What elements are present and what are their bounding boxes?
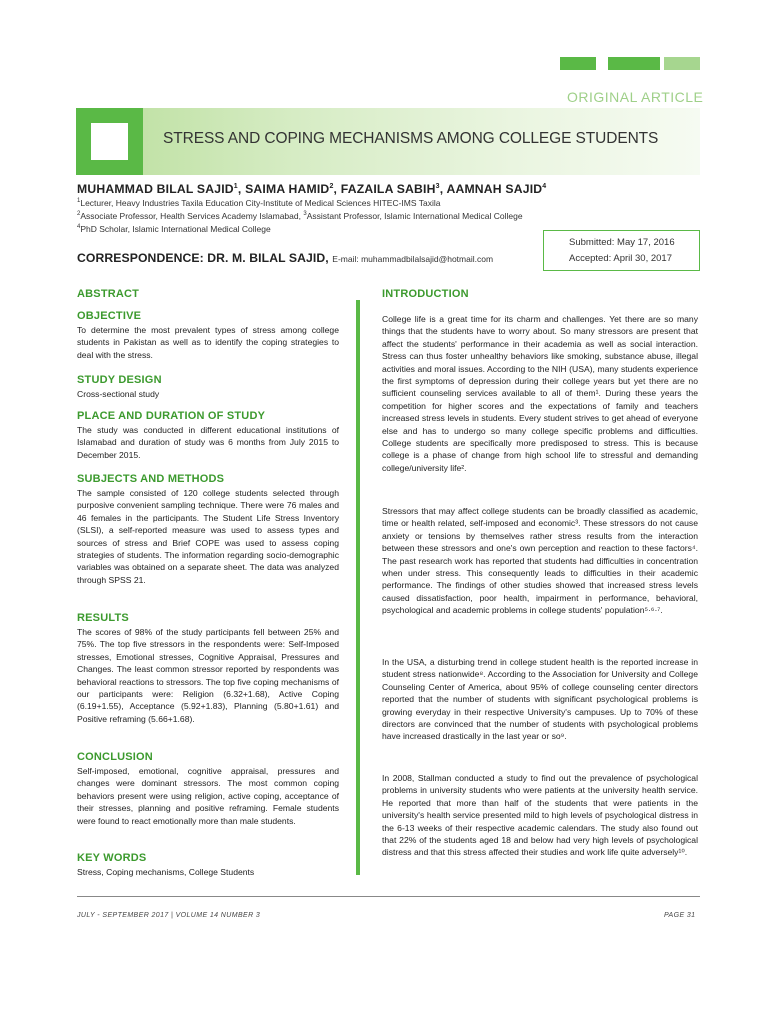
- subjects-text: The sample consisted of 120 college students selected through purposive convenient sampling technique. There were 76 males and 46 females in the participants. The Student Life Stress Inventory (SLSI), a self-reported measure was used to assess types and sources of stress and Brief COPE was used to assess coping strategies of students. The information regarding socio-demographic variables was obtained on a separate sheet. The data was analyzed through SPSS 21.: [77, 488, 339, 585]
- title-square-inner: [91, 123, 128, 160]
- intro-paragraph-1: College life is a great time for its charm and challenges. Yet there are so many things that the students have to worry about. So many stressors are present that affect the students' performance in their academia as well as social interaction. Stress can thus foster unhealthy behaviors like smoking, substance abuse, illegal activities and moral issues. According to the NIH (USA), many students experience the first symptoms of depression during their college years but yet there are no sufficient counseling services available to all of them¹. During these years the competition for higher scores and the expectations of family and teachers increased stress levels in students. Every student strives to get ahead of everyone else and has to undergo so many college specific problems and difficulties. College students are specifically more predisposed to stress. This is because college is a phase of change from high school life to stressful and demanding college/university life².: [382, 314, 698, 473]
- introduction-heading: INTRODUCTION: [382, 288, 469, 300]
- results-heading: RESULTS: [77, 612, 129, 624]
- header-bar-2: [608, 57, 660, 70]
- results-text: The scores of 98% of the study participants fell between 25% and 75%. The top five stressors in the respondents were: Self-Imposed stresses, Emotional stresses, Cognitive Appraisal, Pressures and Changes. The least common stressor reported by respondents was behavioral reactions to stressors. The top five coping mechanisms of our participants were: Religion (6.32+1.68), Active Coping (6.19+1.55), Acceptance (5.92+1.83), Planning (5.80+1.61) and Positive reframing (5.66+1.68).: [77, 627, 339, 724]
- affiliation-2-3: $^2$Associate Professor, Health Services Academy Islamabad, $^3$Assistant Professor, Islamic International Medical College: [77, 211, 523, 221]
- author-name: SAIMA HAMID: [245, 182, 330, 196]
- keywords-text: Stress, Coping mechanisms, College Students: [77, 867, 255, 877]
- keywords-heading: KEY WORDS: [77, 852, 147, 864]
- column-divider: [356, 300, 360, 875]
- author-sup: 4: [542, 182, 547, 190]
- conclusion-heading: CONCLUSION: [77, 751, 153, 763]
- footer-issue: JULY - SEPTEMBER 2017 | VOLUME 14 NUMBER 3: [77, 912, 261, 919]
- intro-paragraph-2: Stressors that may affect college students can be broadly classified as academic, time or health related, self-imposed and economic³. These stressors do not cause anxiety or tensions by themselves rather stress results from the interaction between these stressors and one's own perception and reaction to these factors⁴. The past research work has reported that students had difficulties in concentration when under stress. This consequently leads to difficulties in their academic performance. The findings of other studies showed that increased stress levels caused dissatisfaction, poor health, impairment in performance, behavioral, psychological and academic problems in college students' population⁵·⁶·⁷.: [382, 506, 698, 616]
- footer-page-number: PAGE 31: [664, 912, 696, 919]
- dates-box: [543, 230, 700, 271]
- author-list: MUHAMMAD BILAL SAJID$^1$, SAIMA HAMID$^2$, FAZAILA SABIH$^3$, AAMNAH SAJID$^4$: [77, 182, 547, 196]
- subjects-heading: SUBJECTS AND METHODS: [77, 473, 225, 485]
- objective-heading: OBJECTIVE: [77, 310, 142, 322]
- correspondence: [77, 251, 493, 265]
- header-bar-3: [664, 57, 700, 70]
- author-name: MUHAMMAD BILAL SAJID: [77, 182, 234, 196]
- place-heading: PLACE AND DURATION OF STUDY: [77, 410, 266, 422]
- conclusion-text: Self-imposed, emotional, cognitive appraisal, pressures and changes were dominant stressors. The most common coping behaviors present were using religion, active coping, acceptance of their stresses, planning and positive reframing. Female students were found to react emotionally more than male students.: [77, 766, 339, 826]
- correspondence-label: CORRESPONDENCE: DR. M. BILAL SAJID,: [77, 251, 329, 265]
- study-design-heading: STUDY DESIGN: [77, 374, 162, 386]
- article-title: STRESS AND COPING MECHANISMS AMONG COLLEGE STUDENTS: [163, 130, 659, 147]
- affiliation-1: $^1$Lecturer, Heavy Industries Taxila Education City-Institute of Medical Sciences HITEC-IMS Taxila: [77, 198, 441, 208]
- objective-text: To determine the most prevalent types of stress among college students in Pakistan as well as to identify the coping strategies to deal with the stress.: [77, 325, 339, 360]
- place-text: The study was conducted in different educational institutions of Islamabad and duration of study was 6 months from July 2015 to December 2015.: [77, 425, 339, 460]
- author-name: AAMNAH SAJID: [446, 182, 543, 196]
- study-design-text: Cross-sectional study: [77, 389, 160, 399]
- author-sup: 2: [329, 182, 334, 190]
- correspondence-email[interactable]: E-mail: muhammadbilalsajid@hotmail.com: [332, 254, 494, 264]
- intro-paragraph-4: In 2008, Stallman conducted a study to find out the prevalence of psychological problems in university students who were patients at the university health service. He reported that more than half of the students that were patients in the university's health service presented mild to high levels of psychological distress in the 6-13 weeks of their respective academic calendars. The study also found out that 22% of the students aged 18 and below had very high levels of psychological distress and that this stress affected their studies and work life quite adversely¹⁰.: [382, 773, 698, 858]
- header-bar-1: [560, 57, 596, 70]
- author-sup: 1: [233, 182, 238, 190]
- author-name: FAZAILA SABIH: [340, 182, 436, 196]
- affiliation-4: $^4$PhD Scholar, Islamic International Medical College: [77, 224, 271, 234]
- intro-paragraph-3: In the USA, a disturbing trend in college student health is the reported increase in student stress nationwide⁸. According to the Association for University and College Counseling Center of America, about 95% of college counseling center directors reported that the number of students with significant psychological problems is growing everyday in their respective University's campuses. Up to 70% of these directors are convinced that the number of students with psychological problems have increased drastically in the last year or so⁹.: [382, 657, 698, 742]
- article-type-label: ORIGINAL ARTICLE: [567, 89, 704, 105]
- author-sup: 3: [435, 182, 440, 190]
- submitted-date: Submitted: May 17, 2016: [569, 237, 675, 248]
- accepted-date: Accepted: April 30, 2017: [569, 253, 672, 264]
- footer-rule: [77, 896, 700, 897]
- abstract-heading: ABSTRACT: [77, 288, 140, 300]
